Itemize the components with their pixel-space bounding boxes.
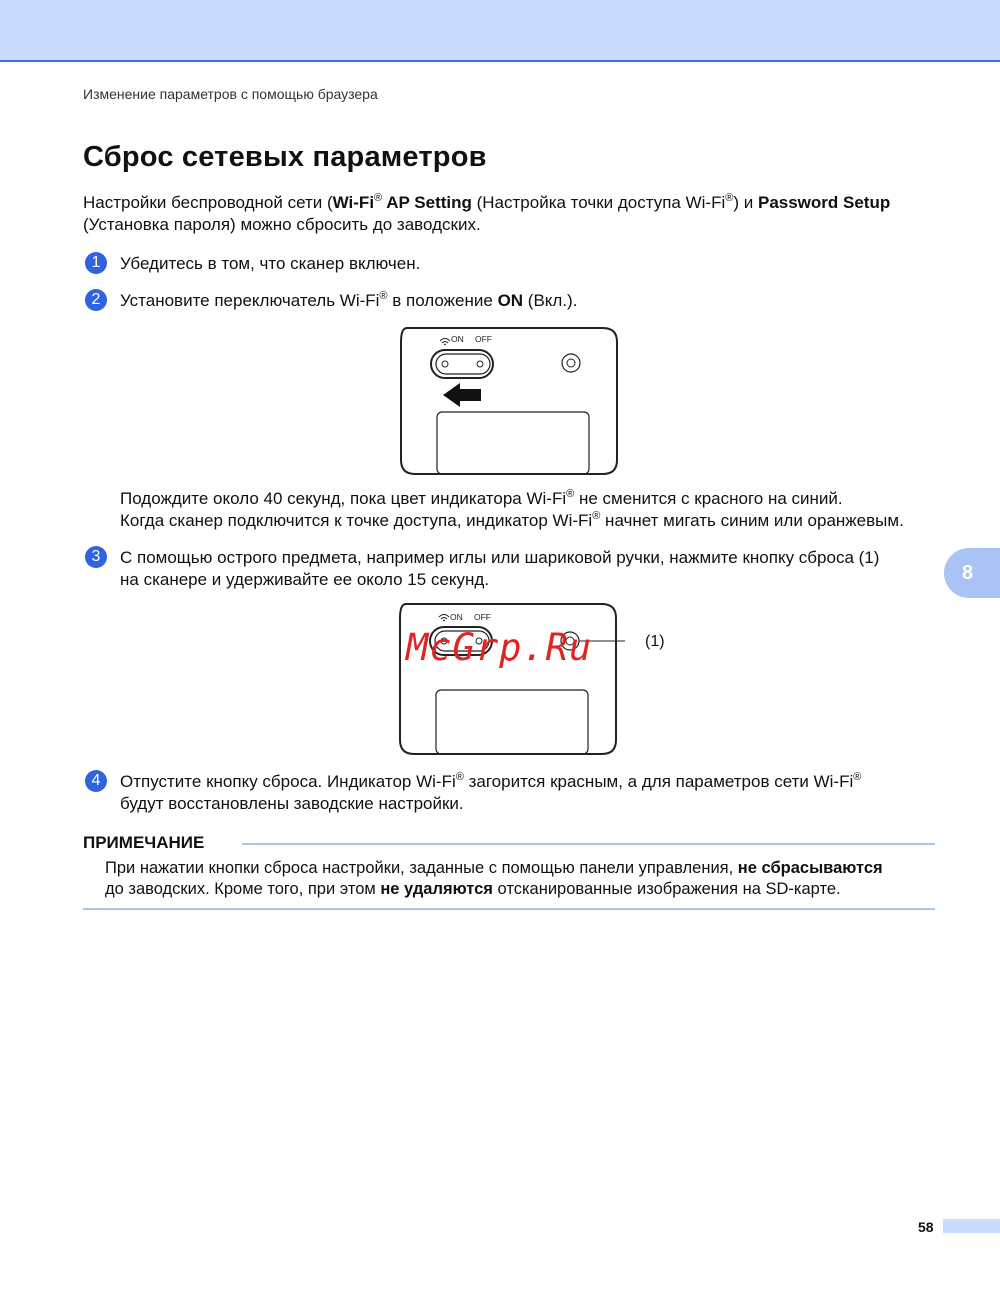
step-2-text (120, 290, 950, 312)
footer-band (943, 1219, 1000, 1233)
step-2-text-3: (Вкл.). (523, 291, 578, 310)
wifi-switch-on-figure (395, 320, 625, 482)
step-4-line-2: будут восстановлены заводские настройки. (120, 794, 464, 813)
step-4-text-2: загорится красным, а для параметров сети Wi-Fi (463, 772, 854, 791)
step-2-text-2: в положение (387, 291, 498, 310)
step-3-line-1: С помощью острого предмета, например иглы или шариковой ручки, нажмите кнопку сброса (1) (120, 548, 880, 567)
registered-mark: ® (374, 192, 383, 204)
followup-text-1a: Подождите около 40 секунд, пока цвет индикатора Wi-Fi (120, 489, 567, 508)
switch-label-on: ON (450, 612, 463, 622)
step-2-text-1: Установите переключатель Wi-Fi (120, 291, 380, 310)
reset-button-figure (394, 600, 626, 760)
step-4-text-1: Отпустите кнопку сброса. Индикатор Wi-Fi (120, 772, 456, 791)
followup-text-2a: Когда сканер подключится к точке доступа, индикатор Wi-Fi (120, 511, 593, 530)
note-bold-2: не удаляются (380, 880, 493, 898)
note-text-2: до заводских. Кроме того, при этом (105, 880, 381, 898)
intro-paragraph (83, 192, 943, 236)
arrow-left-icon (443, 383, 481, 407)
step-2-followup (120, 488, 950, 532)
note-bold-1: не сбрасываются (737, 859, 883, 877)
step-2-number: 2 (85, 289, 107, 311)
followup-text-1b: не сменится с красного на синий. (574, 489, 843, 508)
step-3-line-2: на сканере и удерживайте ее около 15 секунд. (120, 570, 490, 589)
step-1-text: Убедитесь в том, что сканер включен. (120, 254, 421, 273)
switch-label-off: OFF (474, 612, 491, 622)
intro-bold-wifi: Wi-Fi (332, 193, 375, 212)
switch-label-off: OFF (475, 334, 492, 344)
step-2-bold-on: ON (497, 291, 524, 310)
watermark: McGrp.Ru (406, 626, 593, 669)
intro-text-1: Настройки беспроводной сети ( (83, 193, 333, 212)
registered-mark: ® (725, 192, 734, 204)
step-3-text (120, 547, 950, 591)
wifi-icon (440, 339, 450, 346)
note-text-1: При нажатии кнопки сброса настройки, заданные с помощью панели управления, (105, 859, 738, 877)
note-text-3: отсканированные изображения на SD-карте. (492, 880, 841, 898)
note-title: ПРИМЕЧАНИЕ (83, 833, 205, 852)
intro-text-4: (Установка пароля) можно сбросить до заводских. (83, 215, 481, 234)
reset-button-callout: (1) (645, 633, 665, 650)
intro-bold-ap-setting: AP Setting (382, 193, 472, 212)
step-1-number: 1 (85, 252, 107, 274)
note-divider-bottom (83, 908, 935, 910)
registered-mark: ® (455, 771, 464, 783)
step-3-number: 3 (85, 546, 107, 568)
running-head: Изменение параметров с помощью браузера (83, 86, 378, 102)
note-divider-top (242, 843, 935, 845)
registered-mark: ® (379, 290, 388, 302)
registered-mark: ® (853, 771, 862, 783)
header-band (0, 0, 1000, 62)
intro-text-2: (Настройка точки доступа Wi-Fi (471, 193, 726, 212)
step-4-text (120, 771, 950, 815)
registered-mark: ® (566, 488, 575, 500)
page-number: 58 (918, 1219, 934, 1235)
chapter-tab: 8 (944, 548, 1000, 598)
page-title: Сброс сетевых параметров (83, 141, 487, 173)
registered-mark: ® (592, 510, 601, 522)
step-4-number: 4 (85, 770, 107, 792)
note-body (105, 858, 940, 900)
wifi-icon (439, 615, 449, 622)
switch-label-on: ON (451, 334, 464, 344)
intro-text-3: ) и (733, 193, 758, 212)
intro-bold-password-setup: Password Setup (757, 193, 891, 212)
followup-text-2b: начнет мигать синим или оранжевым. (600, 511, 904, 530)
